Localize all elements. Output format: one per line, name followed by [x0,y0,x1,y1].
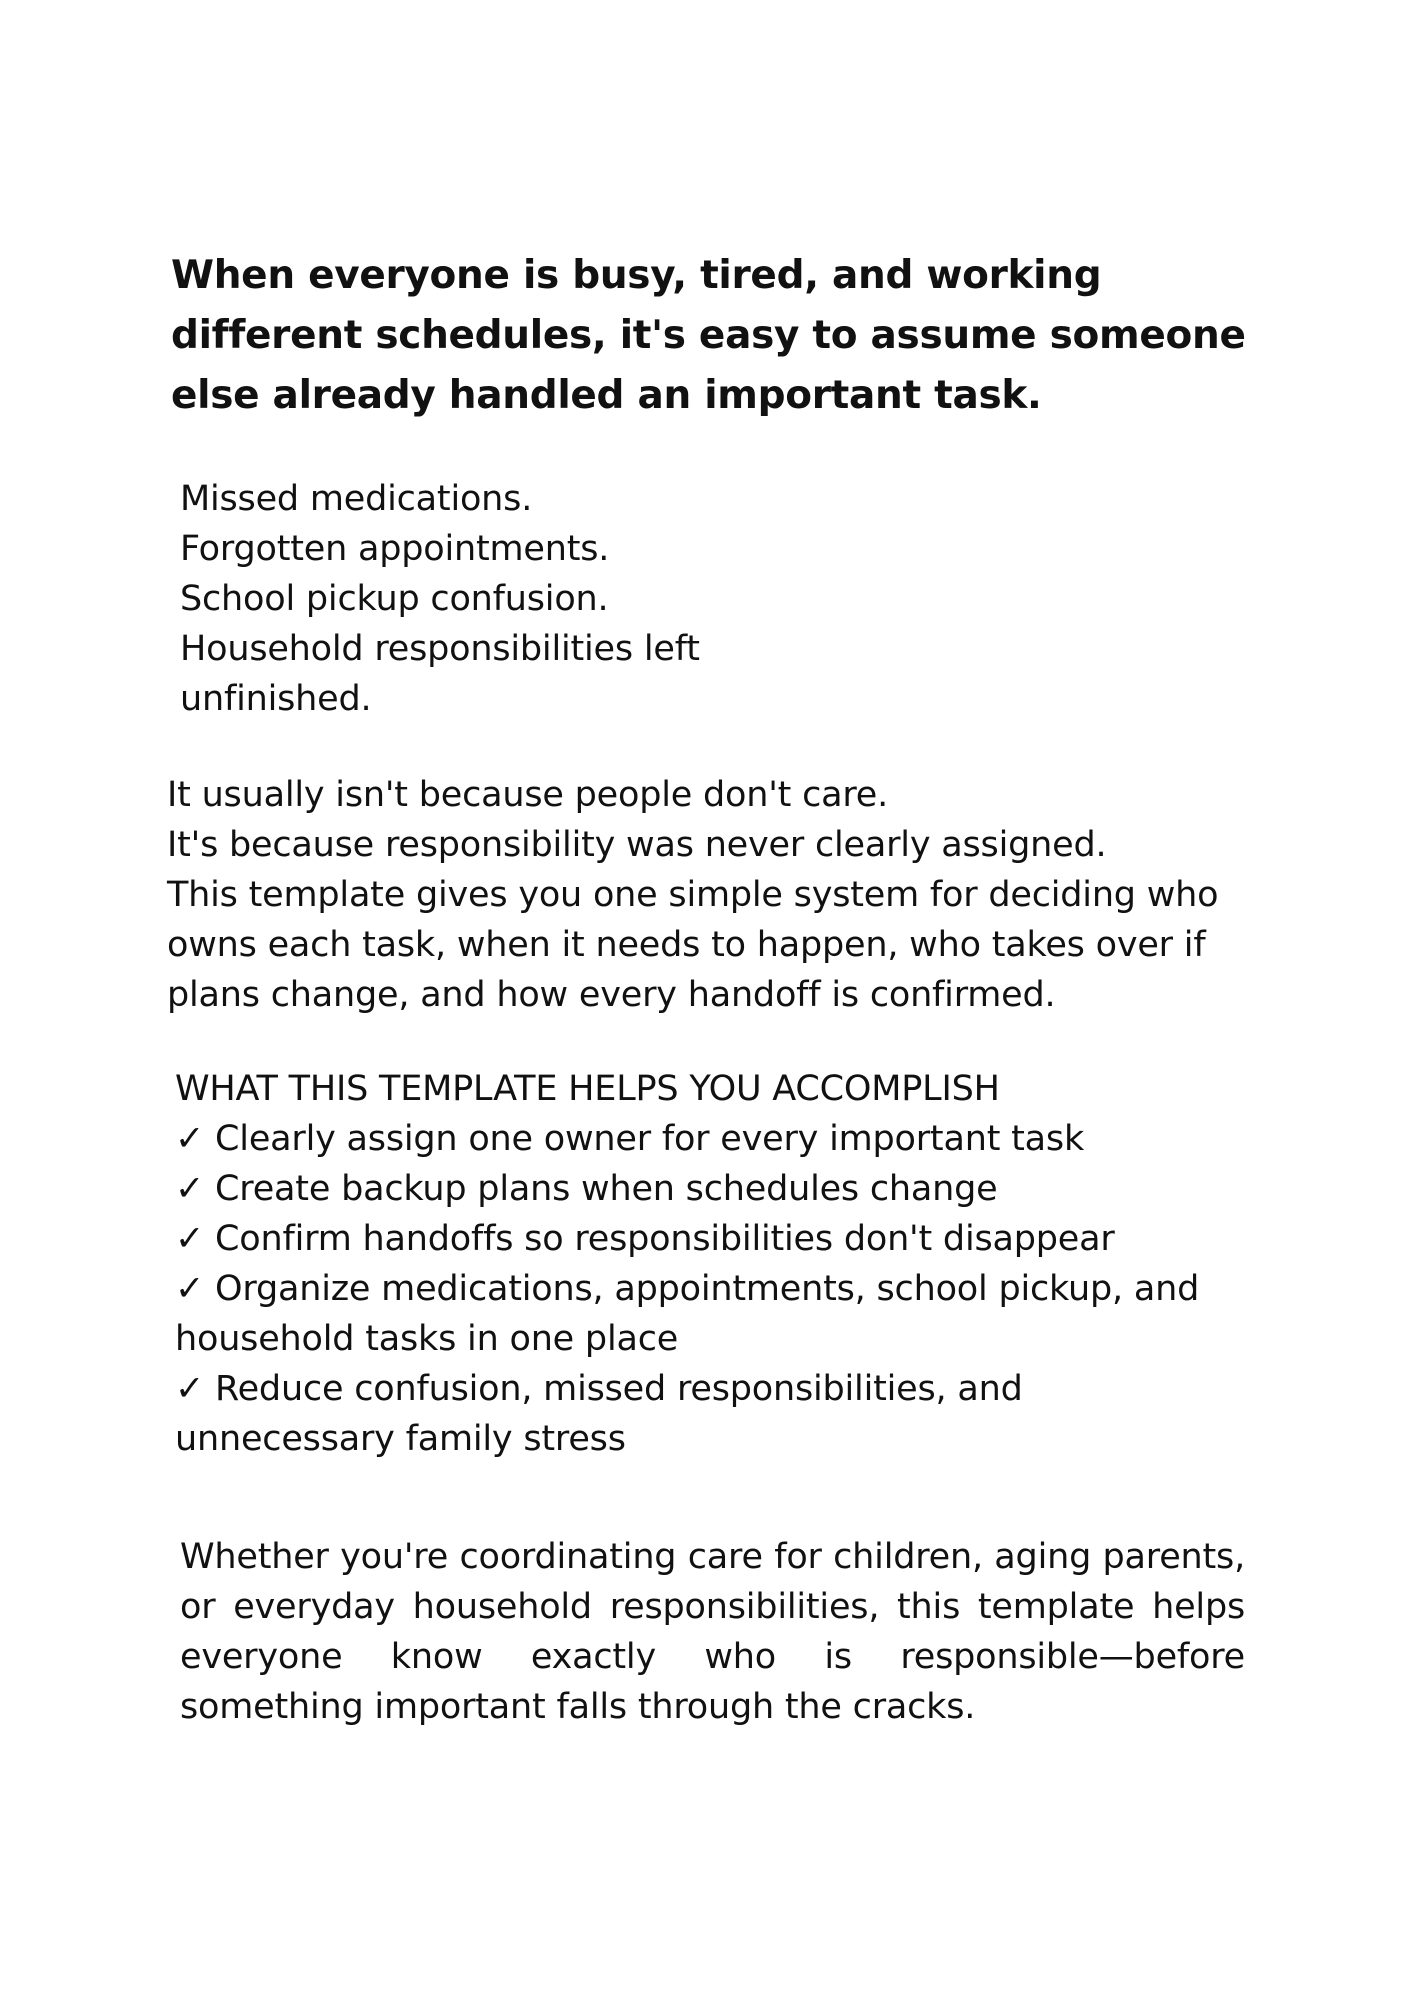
heading-line: else already handled an important task. [171,373,1042,418]
pain-point-line: School pickup confusion. [180,579,609,619]
intro-paragraph [167,770,1267,1020]
benefit-item: ✓ Organize medications, appointments, school pickup, and [175,1269,1200,1309]
pain-point-line: Household responsibilities left [180,629,700,669]
intro-line: It usually isn't because people don't care. [167,775,889,815]
benefits-heading: WHAT THIS TEMPLATE HELPS YOU ACCOMPLISH [175,1069,1000,1109]
benefit-item: ✓ Reduce confusion, missed responsibilities, and [175,1369,1023,1409]
pain-point-line: Missed medications. [180,479,533,519]
intro-line: This template gives you one simple system for deciding who [167,875,1219,915]
benefit-item: ✓ Confirm handoffs so responsibilities don't disappear [175,1219,1115,1259]
heading-line: When everyone is busy, tired, and working [171,253,1102,298]
benefits-section [175,1064,1275,1464]
pain-points-list [180,474,980,724]
closing-paragraph: Whether you're coordinating care for children, aging parents, or everyday household responsibilities, this template helps everyone know exactly who is responsible—before something important falls through the cracks. [180,1537,1245,1727]
heading-line: different schedules, it's easy to assume someone [171,313,1246,358]
benefit-item: ✓ Create backup plans when schedules change [175,1169,998,1209]
benefit-item-continuation: unnecessary family stress [175,1419,626,1459]
page-heading [171,246,1251,426]
benefit-item: ✓ Clearly assign one owner for every important task [175,1119,1085,1159]
benefit-item-continuation: household tasks in one place [175,1319,679,1359]
pain-point-line: Forgotten appointments. [180,529,610,569]
intro-line: plans change, and how every handoff is confirmed. [167,975,1056,1015]
pain-point-line: unfinished. [180,679,372,719]
intro-line: It's because responsibility was never clearly assigned. [167,825,1107,865]
intro-line: owns each task, when it needs to happen, who takes over if [167,925,1206,965]
